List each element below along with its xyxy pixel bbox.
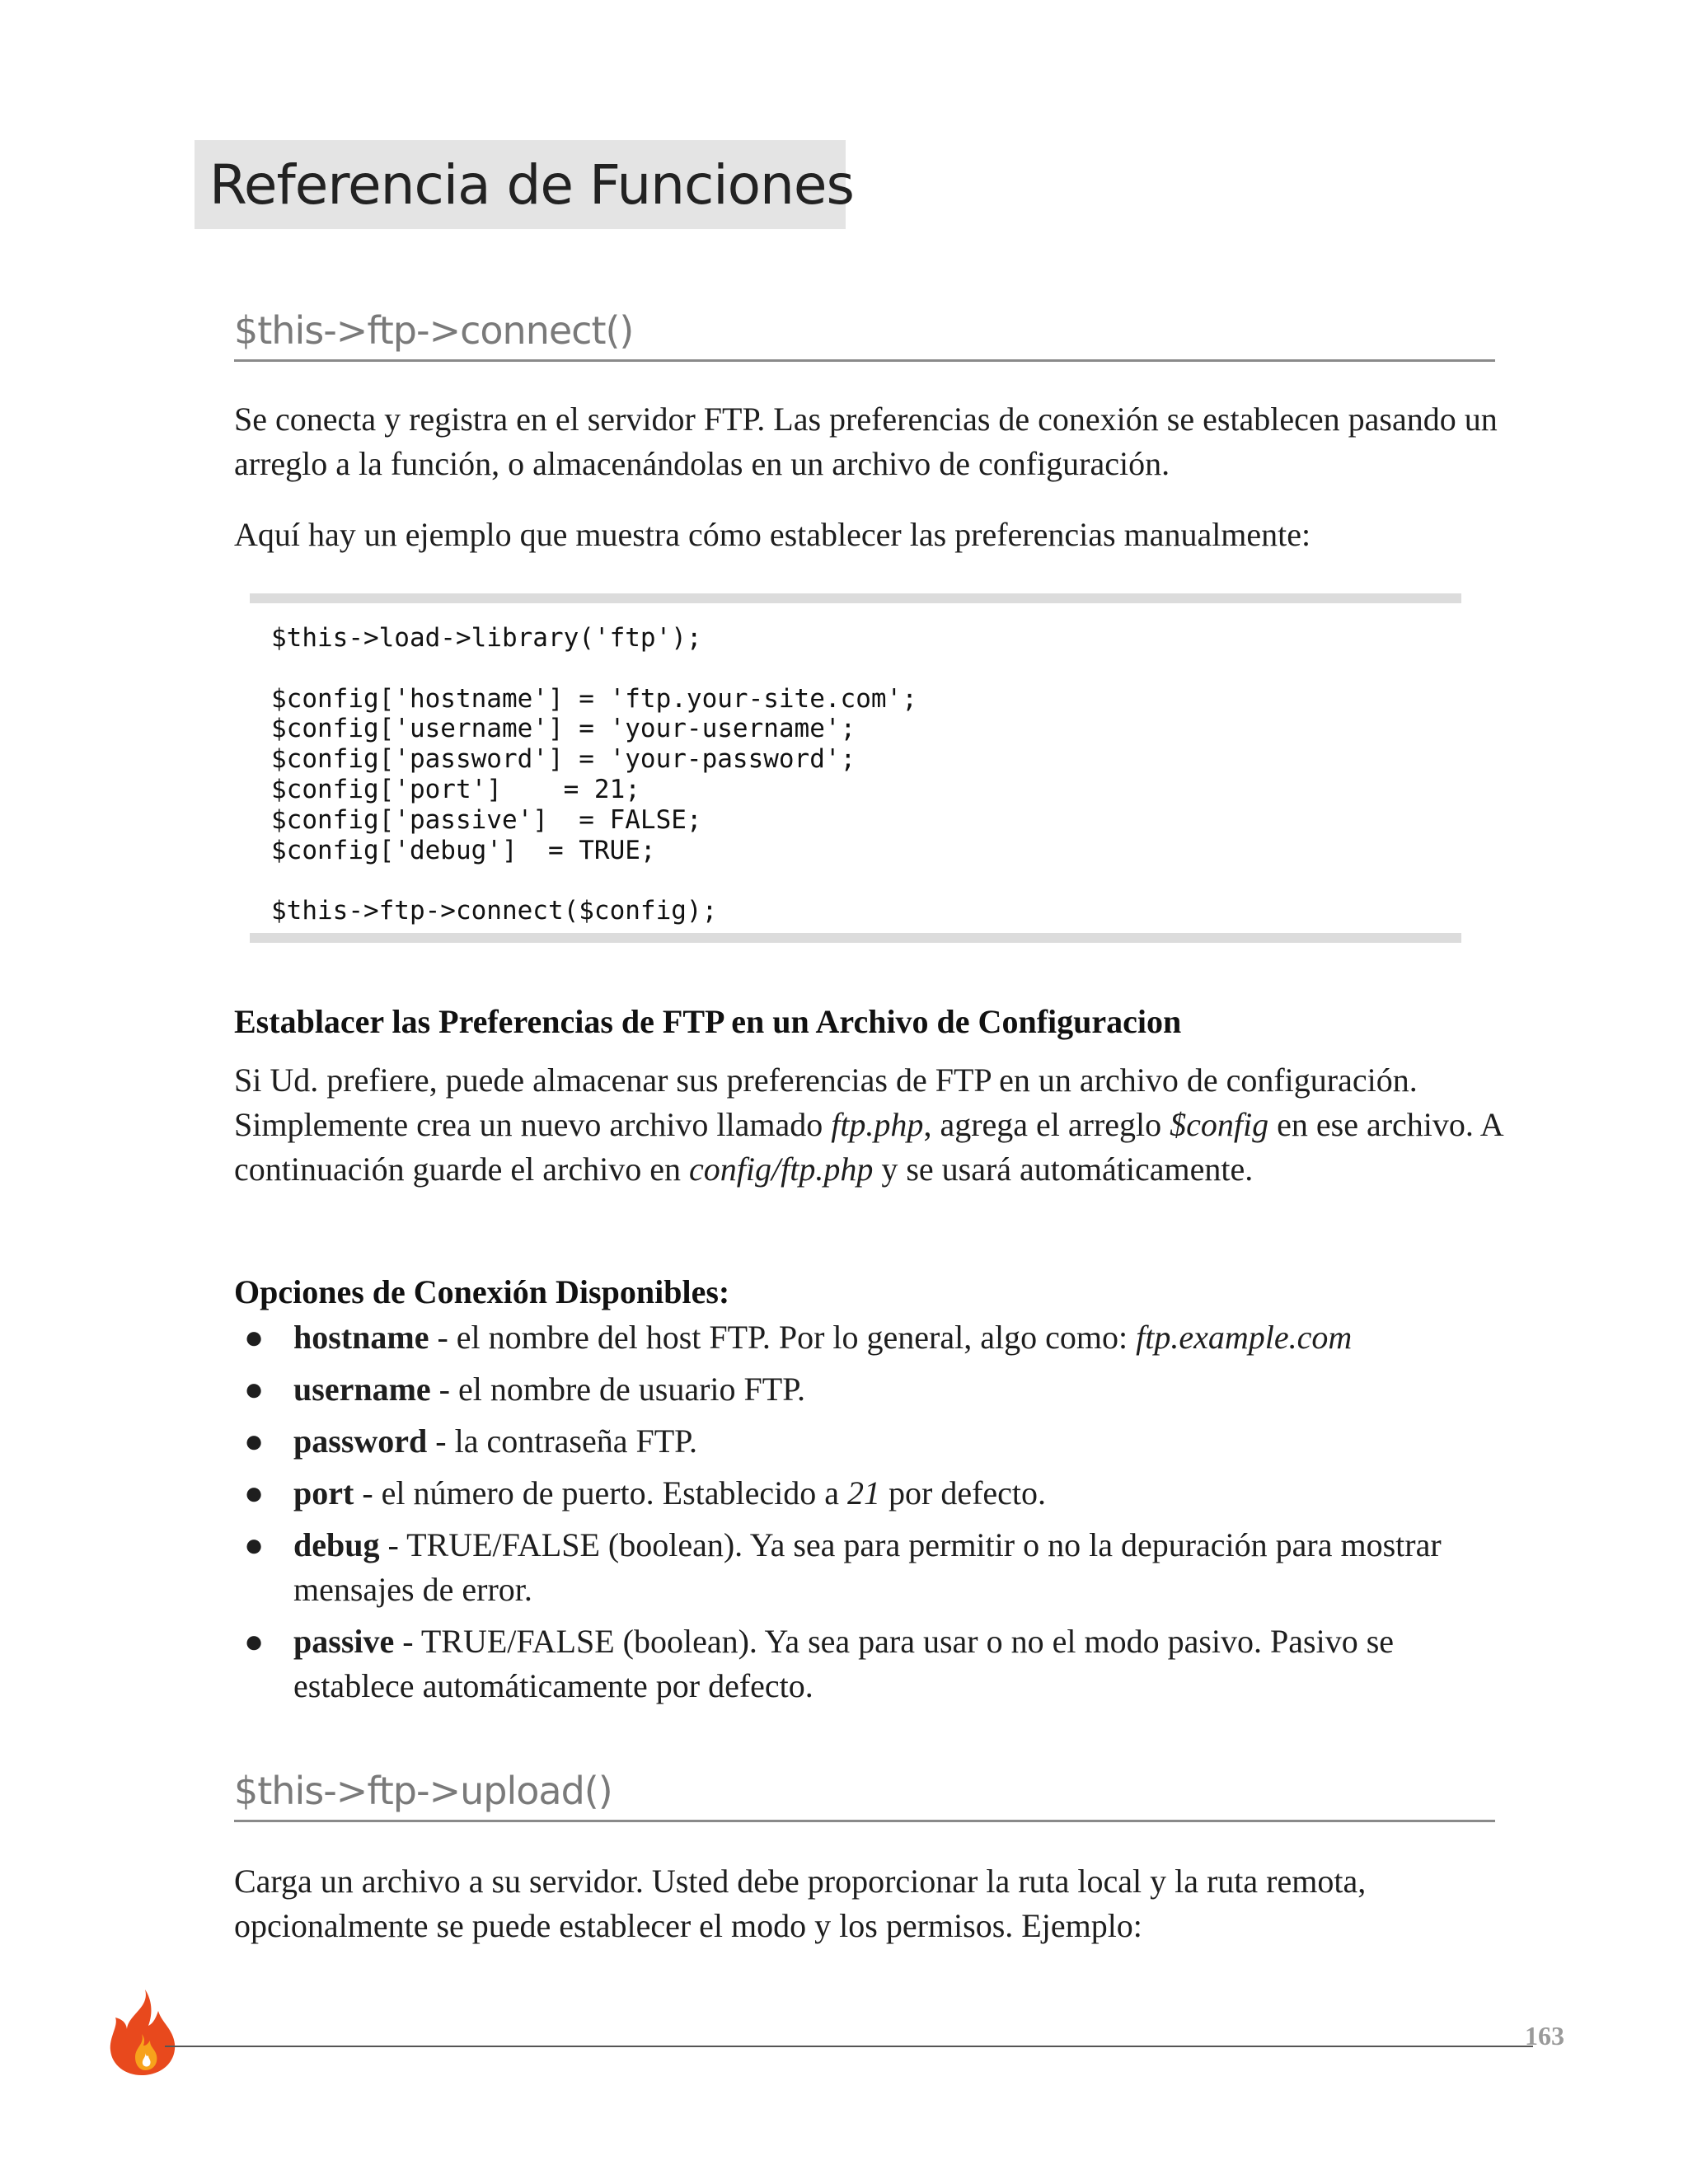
config-text-part: en ese archivo. A continuación guarde el archivo en <box>234 1106 1503 1188</box>
option-desc-after: por defecto. <box>880 1474 1047 1511</box>
config-variable: $config <box>1170 1106 1269 1143</box>
config-file-paragraph <box>234 1058 1503 1192</box>
upload-description: Carga un archivo a su servidor. Usted debe proporcionar la ruta local y la ruta remota, opcionalmente se puede establecer el modo y los permisos. Ejemplo: <box>234 1863 1367 1944</box>
option-example: ftp.example.com <box>1136 1319 1353 1356</box>
option-desc-text: - TRUE/FALSE (boolean). Ya sea para usar o no el modo pasivo. Pasivo se establece automáticamente por defecto. <box>293 1623 1395 1704</box>
options-subheading: Opciones de Conexión Disponibles: <box>234 1273 730 1310</box>
option-passive <box>234 1619 1520 1708</box>
code-lines <box>271 623 917 926</box>
code-line: $this->load->library('ftp'); <box>271 623 702 653</box>
footer-rule <box>165 2046 1533 2047</box>
option-desc-text: - el número de puerto. Establecido a <box>354 1474 847 1511</box>
option-hostname <box>234 1315 1520 1360</box>
connect-description: Se conecta y registra en el servidor FTP. Las preferencias de conexión se establecen pasando un arreglo a la función, o almacenándolas en un archivo de configuración. <box>234 401 1498 482</box>
connect-example-intro: Aquí hay un ejemplo que muestra cómo establecer las preferencias manualmente: <box>234 516 1311 553</box>
option-desc-text: - el nombre del host FTP. Por lo general, algo como: <box>429 1319 1137 1356</box>
connect-function-heading: $this->ftp->connect() <box>234 308 1495 362</box>
config-file-path: config/ftp.php <box>689 1151 874 1188</box>
config-text-part: , agrega el arreglo <box>923 1106 1170 1143</box>
code-line: $config['debug'] = TRUE; <box>271 835 656 865</box>
option-name: debug <box>293 1526 380 1563</box>
upload-function-heading: $this->ftp->upload() <box>234 1769 1495 1822</box>
option-debug <box>234 1523 1520 1612</box>
bullet-icon: ● <box>244 1319 265 1356</box>
config-text-part: Si Ud. prefiere, puede almacenar sus preferencias de FTP en un archivo de configuración. Simplemente crea un nuevo archivo llamado <box>234 1062 1418 1143</box>
option-description <box>431 1371 805 1408</box>
code-line: $config['port'] = 21; <box>271 774 640 804</box>
option-name: passive <box>293 1623 395 1660</box>
bullet-icon: ● <box>244 1526 265 1563</box>
option-description <box>429 1319 1352 1356</box>
config-text-part: y se usará automáticamente. <box>873 1151 1254 1188</box>
chapter-title: Referencia de Funciones <box>209 152 854 217</box>
bullet-icon: ● <box>244 1371 265 1408</box>
option-port <box>234 1471 1520 1516</box>
option-name: hostname <box>293 1319 429 1356</box>
config-file-name: ftp.php <box>831 1106 924 1143</box>
code-line: $config['username'] = 'your-username'; <box>271 714 856 744</box>
code-line: $config['password'] = 'your-password'; <box>271 744 856 775</box>
flame-logo-icon <box>104 1986 180 2077</box>
bullet-icon: ● <box>244 1474 265 1511</box>
code-line: $this->ftp->connect($config); <box>271 896 718 926</box>
option-example: 21 <box>847 1474 880 1511</box>
connection-options-list <box>234 1315 1520 1716</box>
bullet-icon: ● <box>244 1623 265 1660</box>
option-desc-text: - TRUE/FALSE (boolean). Ya sea para permitir o no la depuración para mostrar mensajes de error. <box>293 1526 1442 1608</box>
config-file-subheading: Establacer las Preferencias de FTP en un Archivo de Configuracion <box>234 1003 1182 1040</box>
option-name: port <box>293 1474 354 1511</box>
option-desc-text: - la contraseña FTP. <box>427 1422 697 1460</box>
option-name: password <box>293 1422 428 1460</box>
option-description <box>427 1422 697 1460</box>
option-username <box>234 1367 1520 1412</box>
option-password <box>234 1419 1520 1464</box>
option-desc-text: - el nombre de usuario FTP. <box>430 1371 806 1408</box>
option-description <box>293 1526 1442 1608</box>
code-line: $config['passive'] = FALSE; <box>271 804 702 835</box>
code-example-block <box>250 593 1461 943</box>
page-number: 163 <box>1525 2021 1564 2050</box>
option-name: username <box>293 1371 431 1408</box>
chapter-banner <box>195 140 854 229</box>
code-line: $config['hostname'] = 'ftp.your-site.com'; <box>271 683 917 714</box>
option-description <box>293 1623 1394 1704</box>
option-description <box>354 1474 1046 1511</box>
bullet-icon: ● <box>244 1422 265 1460</box>
